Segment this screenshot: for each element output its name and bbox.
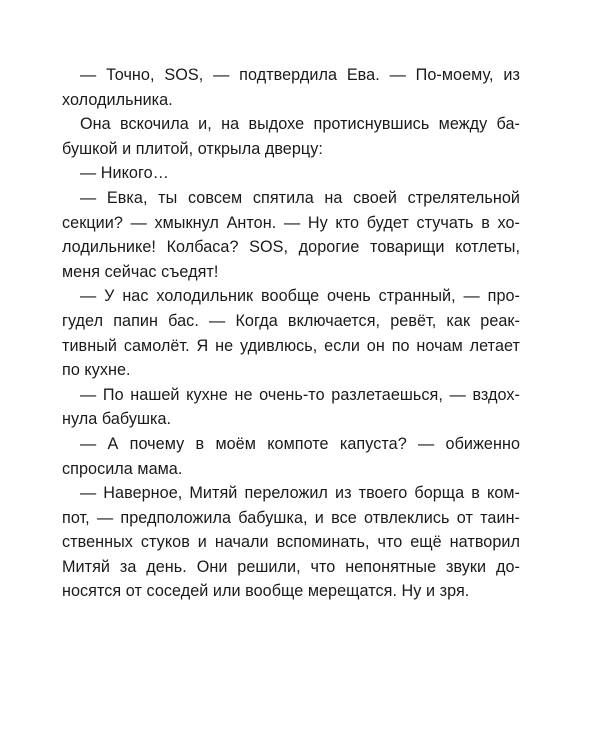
text-line: Она вскочила и, на выдохе протиснувшись между ба- bbox=[80, 115, 520, 134]
text-line: — А почему в моём компоте капуста? — обиженно bbox=[80, 434, 520, 453]
text-line: лодильнике! Колбаса? SOS, дорогие товарищи котлеты, bbox=[62, 238, 520, 257]
text-line: Митяй за день. Они решили, что непонятные звуки до- bbox=[62, 557, 520, 576]
text-line: — Никого… bbox=[80, 164, 169, 183]
text-line: холодильника. bbox=[62, 90, 173, 109]
text-line: — У нас холодильник вообще очень странный, — про- bbox=[80, 287, 520, 306]
text-line: секции? — хмыкнул Антон. — Ну кто будет стучать в хо- bbox=[62, 213, 520, 232]
text-line: пот, — предположила бабушка, и все отвлеклись от таин- bbox=[62, 508, 520, 527]
text-line: — По нашей кухне не очень-то разлетаешься, — вздох- bbox=[80, 385, 520, 404]
text-line: по кухне. bbox=[62, 361, 131, 380]
text-line: — Наверное, Митяй переложил из твоего борща в ком- bbox=[80, 484, 520, 503]
text-line: тивный самолёт. Я не удивлюсь, если он по ночам летает bbox=[62, 336, 520, 355]
text-line: ственных стуков и начали вспоминать, что ещё натворил bbox=[62, 533, 520, 552]
text-line: гудел папин бас. — Когда включается, ревёт, как реак- bbox=[62, 311, 520, 330]
body-text bbox=[62, 63, 520, 604]
text-line: — Точно, SOS, — подтвердила Ева. — По-моему, из bbox=[80, 66, 520, 84]
text-line: — Евка, ты совсем спятила на своей стрелятельной bbox=[80, 188, 520, 207]
text-line: нула бабушка. bbox=[62, 410, 172, 429]
text-line: меня сейчас съедят! bbox=[62, 262, 219, 281]
text-line: спросила мама. bbox=[62, 459, 183, 478]
text-line: носятся от соседей или вообще мерещатся. Ну и зря. bbox=[62, 582, 470, 601]
text-line: бушкой и плитой, открыла дверцу: bbox=[62, 139, 323, 158]
